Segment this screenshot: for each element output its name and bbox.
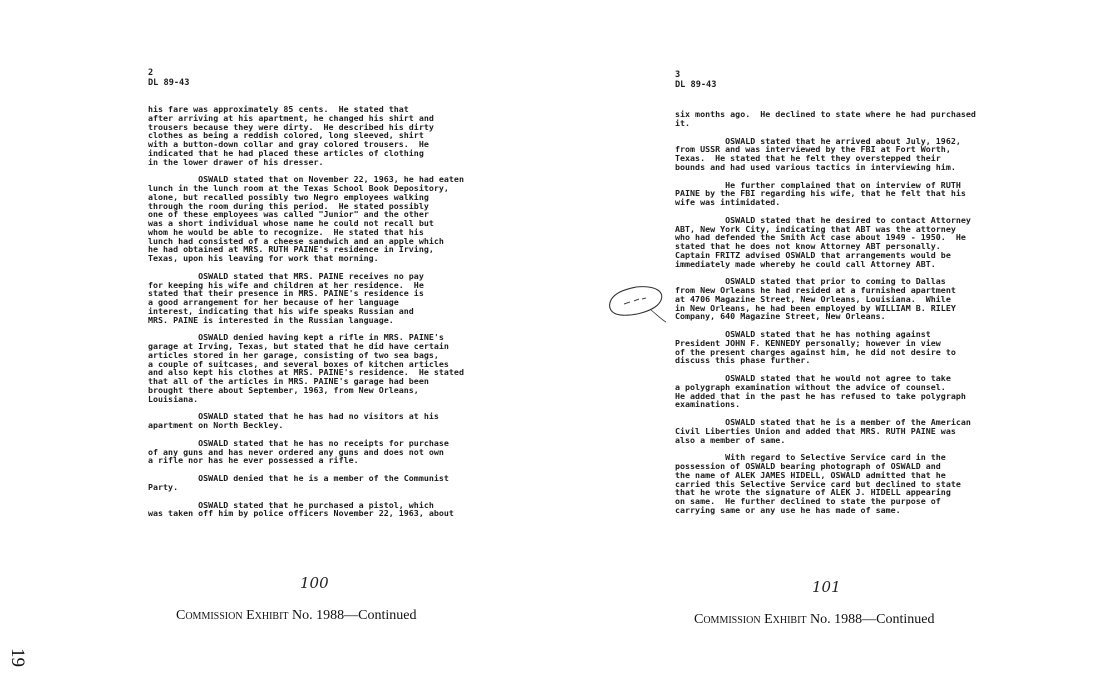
right-page	[540, 0, 1060, 691]
text-line: six months ago. He declined to state where he had purchased	[675, 109, 976, 119]
paragraph	[675, 330, 976, 365]
text-line: immediately made whereby he could call Attorney ABT.	[675, 258, 936, 269]
text-line: interest, indicating that his wife speaks Russian and	[148, 305, 414, 316]
text-line: MRS. PAINE is interested in the Russian language.	[148, 314, 394, 325]
text-line: a rifle nor has he ever possessed a rifle.	[148, 455, 359, 466]
file-reference: DL 89-43	[675, 80, 717, 90]
text-line: in New Orleans, he had been employed by WILLIAM B. RILEY	[675, 302, 956, 313]
paragraph	[148, 333, 464, 403]
paragraph	[675, 277, 976, 321]
text-line: OSWALD stated that on November 22, 1963, he had eaten	[148, 174, 464, 185]
text-line: OSWALD stated that he purchased a pistol, which	[148, 499, 434, 510]
text-line: OSWALD stated that he arrived about July, 1962,	[675, 135, 961, 146]
text-line: lunch in the lunch room at the Texas School Book Depository,	[148, 183, 449, 193]
text-line: Party.	[148, 481, 179, 492]
text-line: of any guns and has never ordered any guns and does not own	[148, 446, 444, 457]
paragraph	[148, 412, 464, 430]
page-body	[148, 105, 464, 527]
paragraph	[148, 175, 464, 263]
text-line: was a short individual whose name he could not recall but	[148, 218, 434, 228]
text-line: carried this Selective Service card but declined to state	[675, 478, 961, 489]
text-line: also a member of same.	[675, 434, 786, 445]
file-reference: DL 89-43	[148, 78, 190, 88]
text-line: through the room during this period. He stated possibly	[148, 200, 429, 211]
page-header	[675, 70, 716, 90]
exhibit-caption	[176, 608, 416, 624]
paragraph	[148, 501, 464, 519]
text-line: alone, but recalled possibly two Negro employees walking	[148, 191, 429, 202]
text-line: OSWALD stated that he has nothing against	[675, 329, 931, 339]
paragraph	[675, 110, 976, 128]
exhibit-caption	[694, 612, 934, 628]
text-line: bounds and had used various tactics in interviewing him.	[675, 161, 956, 172]
text-line: the name of ALEK JAMES HIDELL, OSWALD admitted that he	[675, 469, 946, 480]
paragraph	[148, 105, 464, 166]
text-line: brought there about September, 1963, from New Orleans,	[148, 384, 419, 395]
text-line: PAINE by the FBI regarding his wife, that he felt that his	[675, 188, 966, 199]
text-line: on same. He further declined to state the purpose of	[675, 496, 941, 506]
text-line: a good arrangement for her because of her language	[148, 297, 399, 307]
paragraph	[675, 453, 976, 514]
text-line: from USSR and was interviewed by the FBI at Fort Worth,	[675, 144, 951, 155]
text-line: wife was intimidated.	[675, 197, 781, 207]
caption-prefix: Commission Exhibit	[694, 612, 807, 627]
text-line: from New Orleans he had resided at a furnished apartment	[675, 285, 956, 295]
text-line: stated that their presence in MRS. PAINE's residence is	[148, 288, 424, 299]
text-line: a polygraph examination without the advice of counsel.	[675, 381, 946, 392]
page-body	[675, 110, 976, 524]
text-line: was taken off him by police officers November 22, 1963, about	[148, 508, 454, 519]
text-line: with a button-down collar and gray colored trousers. He	[148, 139, 429, 149]
caption-suffix: No. 1988—Continued	[806, 612, 935, 627]
paragraph	[148, 474, 464, 492]
paragraph	[675, 181, 976, 207]
text-line: He further complained that on interview of RUTH	[675, 179, 961, 190]
handwritten-page-number: 101	[812, 578, 841, 596]
paragraph	[675, 418, 976, 444]
text-line: for keeping his wife and children at her residence. He	[148, 279, 424, 290]
text-line: he had obtained at MRS. RUTH PAINE's residence in Irving,	[148, 244, 434, 255]
text-line: it.	[675, 117, 691, 128]
paragraph	[148, 439, 464, 465]
page-number: 2	[148, 68, 154, 78]
text-line: He added that in the past he has refused to take polygraph	[675, 390, 966, 401]
text-line: one of these employees was called "Junior" and the other	[148, 209, 429, 220]
text-line: discuss this phase further.	[675, 355, 811, 366]
left-page	[0, 0, 520, 691]
paragraph	[675, 137, 976, 172]
margin-annotation-mark	[606, 284, 668, 324]
text-line: OSWALD stated that he would not agree to take	[675, 373, 951, 383]
text-line: indicated that he had placed these articles of clothing	[148, 147, 424, 158]
text-line: a couple of suitcases, and several boxes of kitchen articles	[148, 358, 449, 369]
text-line: With regard to Selective Service card in the	[675, 452, 946, 463]
volume-page-number: 19	[7, 648, 28, 667]
text-line: OSWALD stated that he desired to contact Attorney	[675, 214, 971, 225]
paragraph	[675, 374, 976, 409]
text-line: Civil Liberties Union and added that MRS. RUTH PAINE was	[675, 425, 956, 436]
text-line: carrying same or any use he has made of same.	[675, 504, 901, 515]
text-line: Company, 640 Magazine Street, New Orleans.	[675, 311, 886, 322]
text-line: apartment on North Beckley.	[148, 420, 284, 430]
text-line: Texas. He stated that he felt they overstepped their	[675, 153, 941, 163]
paragraph	[148, 272, 464, 325]
text-line: examinations.	[675, 399, 741, 410]
text-line: who had defended the Smith Act case about 1949 - 1950. He	[675, 232, 966, 243]
text-line: OSWALD stated that prior to coming to Dallas	[675, 276, 946, 287]
text-line: articles stored in her garage, consisting of two sea bags,	[148, 349, 439, 360]
text-line: President JOHN F. KENNEDY personally; however in view	[675, 337, 941, 348]
text-line: that he wrote the signature of ALEK J. HIDELL appearing	[675, 487, 951, 498]
text-line: that all of the articles in MRS. PAINE's garage had been	[148, 376, 429, 386]
text-line: possession of OSWALD bearing photograph of OSWALD and	[675, 461, 941, 471]
text-line: OSWALD stated that MRS. PAINE receives no pay	[148, 270, 424, 281]
page-header	[148, 68, 189, 88]
text-line: trousers because they were dirty. He described his dirty	[148, 121, 434, 132]
text-line: OSWALD stated that he is a member of the American	[675, 417, 971, 427]
text-line: Texas, upon his leaving for work that morning.	[148, 253, 379, 263]
text-line: OSWALD denied having kept a rifle in MRS. PAINE's	[148, 332, 444, 343]
text-line: OSWALD stated that he has no receipts for purchase	[148, 437, 449, 448]
text-line: OSWALD denied that he is a member of the Communist	[148, 473, 449, 483]
text-line: whom he would be able to recognize. He stated that his	[148, 226, 424, 237]
text-line: stated that he does not know Attorney ABT personally.	[675, 241, 941, 251]
text-line: ABT, New York City, indicating that ABT was the attorney	[675, 223, 956, 234]
text-line: Louisiana.	[148, 393, 199, 404]
text-line: in the lower drawer of his dresser.	[148, 156, 324, 167]
text-line: Captain FRITZ advised OSWALD that arrangements would be	[675, 249, 951, 260]
text-line: garage at Irving, Texas, but stated that he did have certain	[148, 341, 449, 351]
text-line: after arriving at his apartment, he changed his shirt and	[148, 112, 434, 123]
caption-suffix: No. 1988—Continued	[288, 608, 417, 623]
text-line: OSWALD stated that he has had no visitors at his	[148, 411, 439, 422]
handwritten-page-number: 100	[300, 574, 329, 592]
caption-prefix: Commission Exhibit	[176, 608, 289, 623]
text-line: at 4706 Magazine Street, New Orleans, Louisiana. While	[675, 293, 951, 304]
text-line: lunch had consisted of a cheese sandwich and an apple which	[148, 235, 444, 246]
text-line: of the present charges against him, he did not desire to	[675, 346, 956, 357]
text-line: clothes as being a reddish colored, long sleeved, shirt	[148, 130, 424, 141]
text-line: and also kept his clothes at MRS. PAINE's residence. He stated	[148, 367, 464, 378]
text-line: his fare was approximately 85 cents. He stated that	[148, 104, 409, 114]
paragraph	[675, 216, 976, 269]
page-number: 3	[675, 70, 681, 80]
